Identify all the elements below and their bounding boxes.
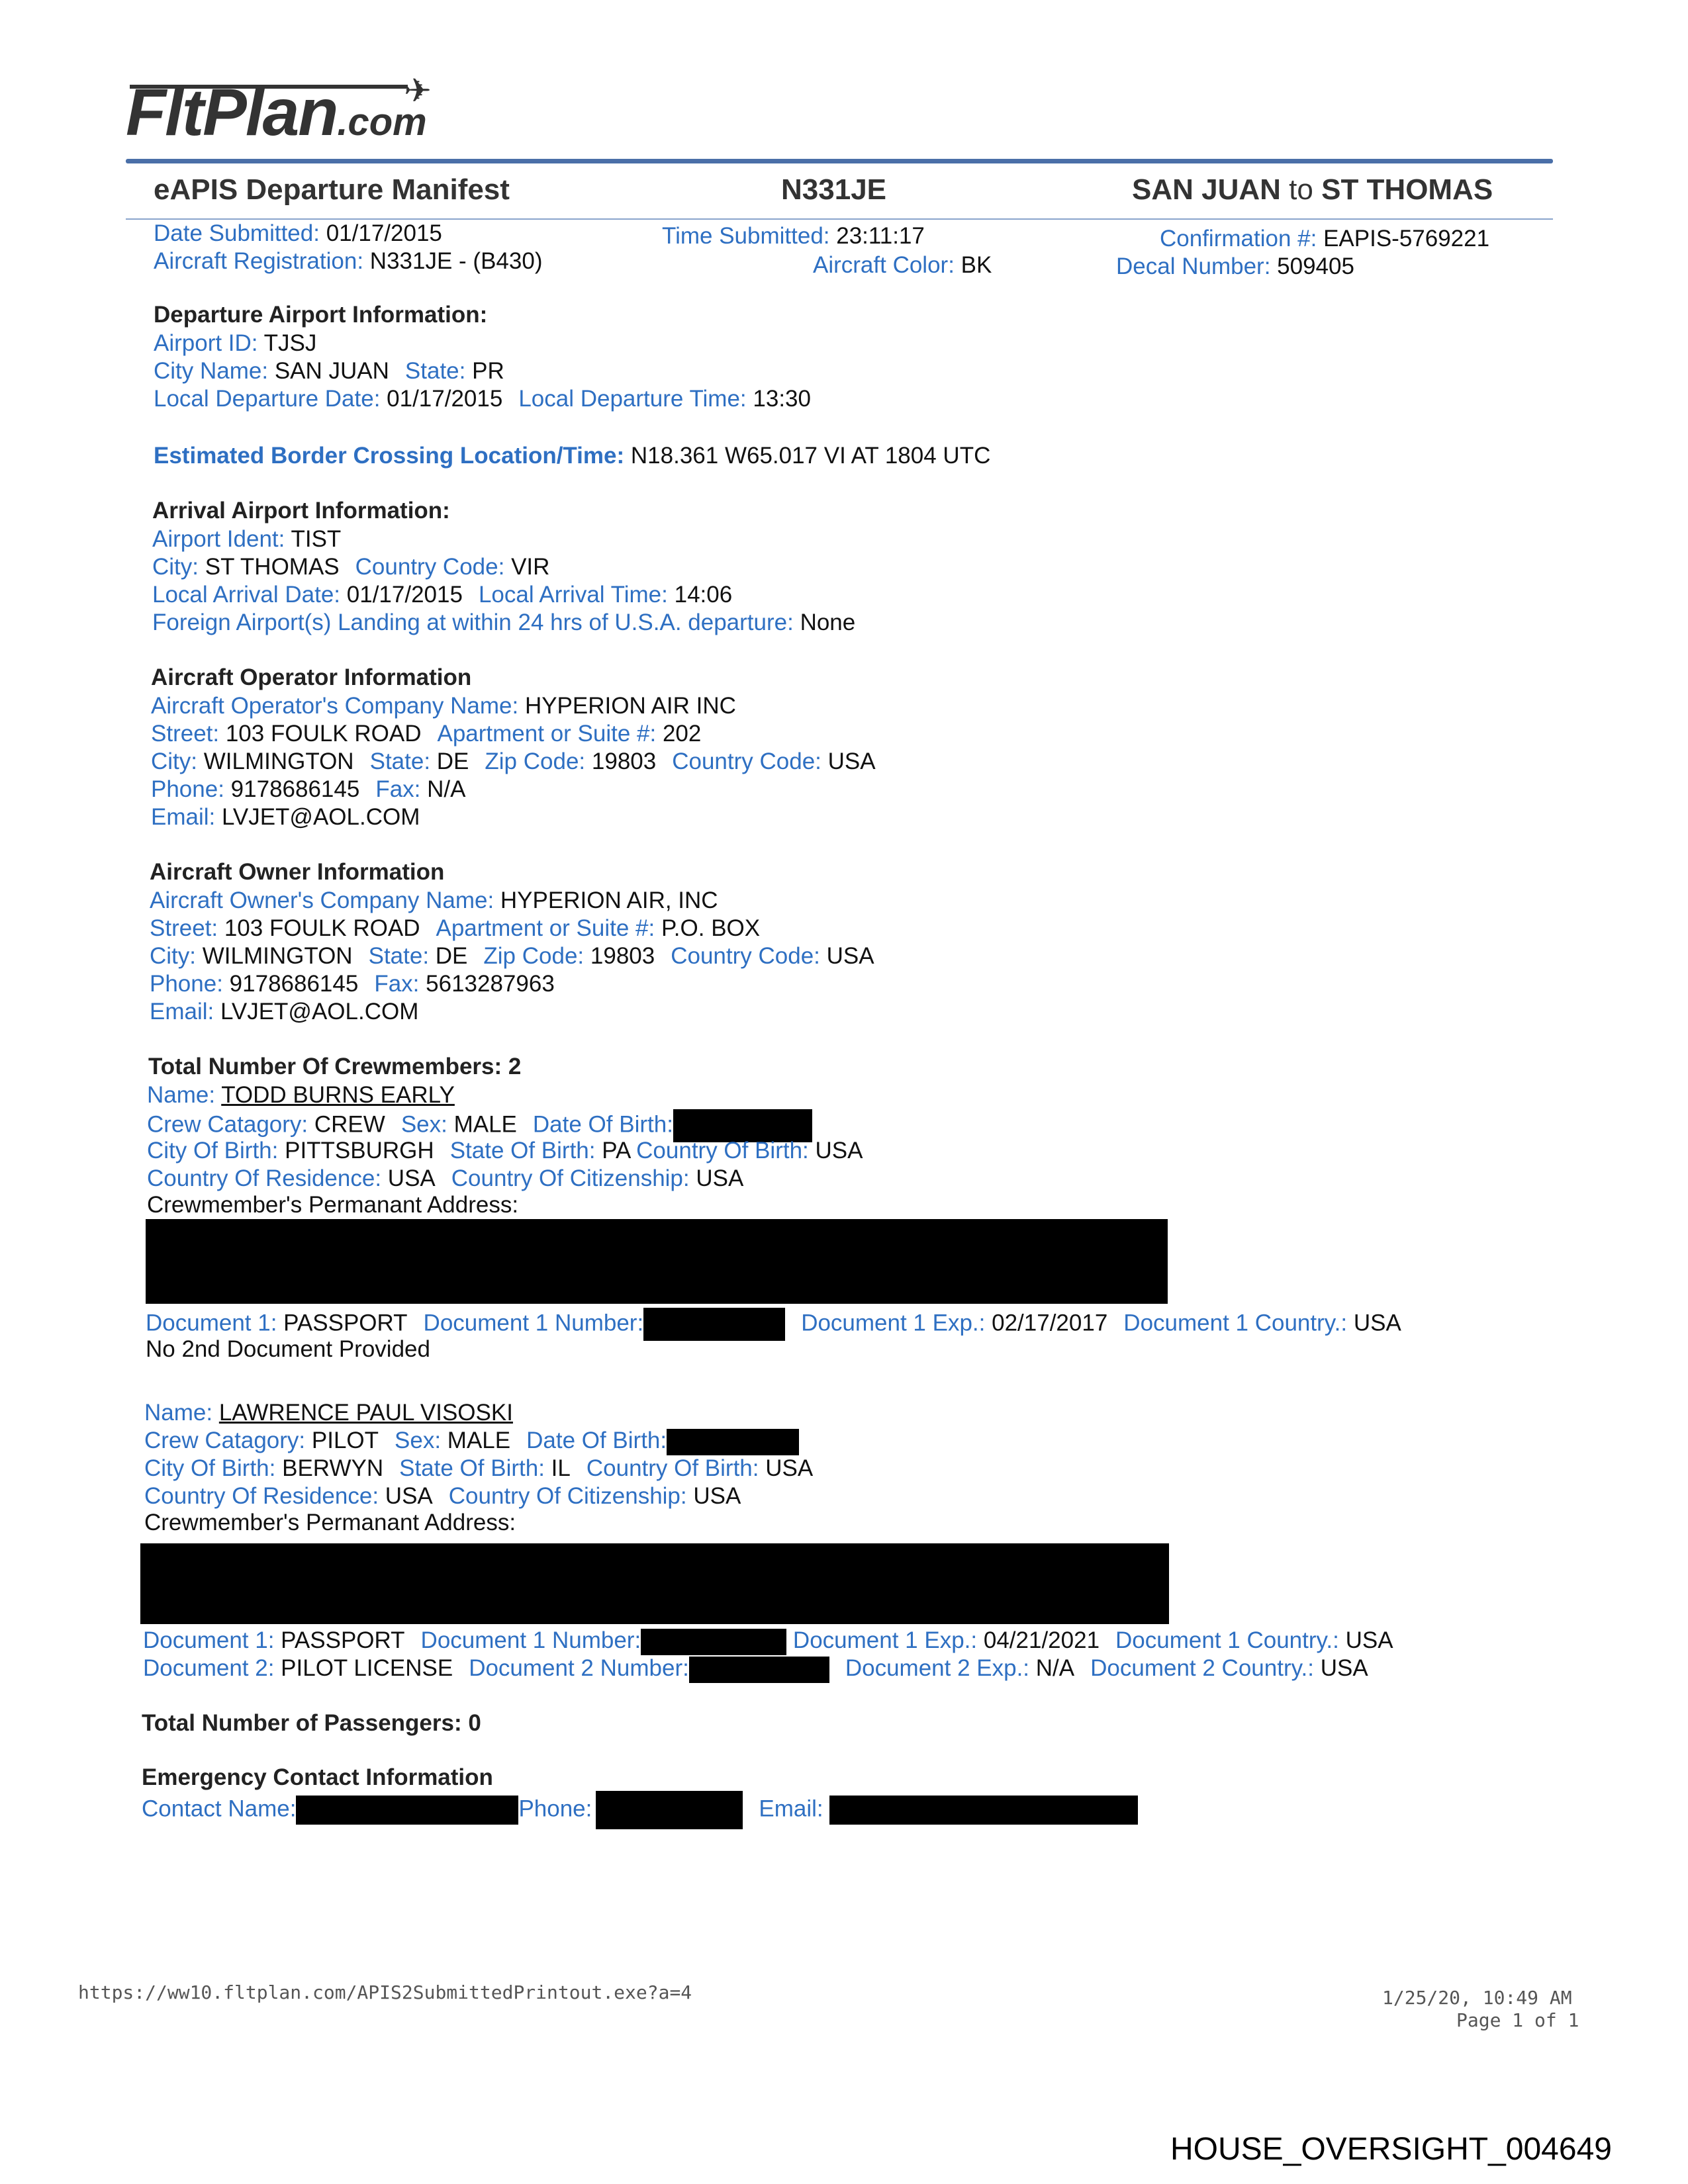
aircraft-registration: Aircraft Registration: N331JE - (B430) [154, 248, 543, 274]
arrival-heading: Arrival Airport Information: [152, 498, 450, 523]
fltplan-logo [126, 73, 444, 159]
crew1-document1-line: Document 1: PASSPORT Document 1 Number: Document 1 Exp.: 02/17/2017 Document 1 Country.: USA [146, 1308, 1401, 1341]
departure-date-time: Local Departure Date: 01/17/2015 Local Departure Time: 13:30 [154, 386, 811, 412]
operator-email: Email: LVJET@AOL.COM [151, 804, 420, 830]
aircraft-color: Aircraft Color: BK [813, 252, 992, 278]
footer-page: Page 1 of 1 [1456, 2009, 1579, 2031]
owner-phone-fax: Phone: 9178686145 Fax: 5613287963 [150, 971, 555, 997]
owner-street: Street: 103 FOULK ROAD Apartment or Suite #: P.O. BOX [150, 915, 761, 941]
operator-phone-fax: Phone: 9178686145 Fax: N/A [151, 776, 466, 802]
manifest-title: eAPIS Departure Manifest [154, 173, 510, 206]
date-submitted: Date Submitted: 01/17/2015 [154, 220, 442, 246]
bates-number: HOUSE_OVERSIGHT_004649 [1170, 2132, 1612, 2167]
crew1-birth-line: City Of Birth: PITTSBURGH State Of Birth: PA Country Of Birth: USA [147, 1138, 863, 1163]
redaction-box [829, 1796, 1138, 1825]
owner-city-line: City: WILMINGTON State: DE Zip Code: 19803 Country Code: USA [150, 943, 874, 969]
crew1-address-redaction [146, 1219, 1168, 1304]
redaction-box [689, 1657, 829, 1683]
departure-heading: Departure Airport Information: [154, 302, 488, 328]
operator-heading: Aircraft Operator Information [151, 664, 472, 690]
owner-company: Aircraft Owner's Company Name: HYPERION AIR, INC [150, 887, 718, 913]
redaction-box [667, 1429, 799, 1455]
crew1-no-doc2: No 2nd Document Provided [146, 1336, 430, 1362]
crew1-category-line: Crew Catagory: CREW Sex: MALE Date Of Birth: [147, 1109, 812, 1142]
crew-heading: Total Number Of Crewmembers: 2 [148, 1054, 522, 1079]
emergency-contact-line: Contact Name: Phone: Email: [142, 1791, 1138, 1829]
airplane-icon: ✈ [404, 72, 432, 109]
crew2-document1-line: Document 1: PASSPORT Document 1 Number: Document 1 Exp.: 04/21/2021 Document 1 Country.: USA [143, 1627, 1393, 1655]
arrival-city-country: City: ST THOMAS Country Code: VIR [152, 554, 550, 580]
crew2-residence-line: Country Of Residence: USA Country Of Citizenship: USA [144, 1483, 741, 1509]
decal-number: Decal Number: 509405 [1116, 253, 1354, 279]
passengers-heading: Total Number of Passengers: 0 [142, 1710, 481, 1736]
departure-airport: Airport ID: TJSJ [154, 330, 317, 356]
route-title: SAN JUAN to ST THOMAS [1132, 173, 1493, 206]
departure-city-state: City Name: SAN JUAN State: PR [154, 358, 504, 384]
operator-city-line: City: WILMINGTON State: DE Zip Code: 19803 Country Code: USA [151, 749, 876, 774]
time-submitted: Time Submitted: 23:11:17 [662, 223, 925, 249]
confirmation-number: Confirmation #: EAPIS-5769221 [1160, 226, 1490, 251]
redaction-box [641, 1629, 786, 1655]
crew2-category-line: Crew Catagory: PILOT Sex: MALE Date Of Birth: [144, 1427, 799, 1455]
redaction-box [643, 1308, 785, 1341]
owner-heading: Aircraft Owner Information [150, 859, 445, 885]
crew2-document2-line: Document 2: PILOT LICENSE Document 2 Number: Document 2 Exp.: N/A Document 2 Country.: USA [143, 1655, 1368, 1683]
arrival-date-time: Local Arrival Date: 01/17/2015 Local Arrival Time: 14:06 [152, 582, 733, 608]
owner-email: Email: LVJET@AOL.COM [150, 999, 419, 1024]
footer-url: https://ww10.fltplan.com/APIS2SubmittedPrintout.exe?a=4 [78, 1981, 692, 2003]
crew1-name: Name: TODD BURNS EARLY [147, 1082, 455, 1108]
crew2-name: Name: LAWRENCE PAUL VISOSKI [144, 1400, 513, 1426]
redaction-box [596, 1791, 743, 1829]
operator-company: Aircraft Operator's Company Name: HYPERION AIR INC [151, 693, 736, 719]
footer-datetime: 1/25/20, 10:49 AM [1382, 1987, 1572, 2009]
operator-street: Street: 103 FOULK ROAD Apartment or Suite #: 202 [151, 721, 702, 747]
foreign-airports: Foreign Airport(s) Landing at within 24 hrs of U.S.A. departure: None [152, 610, 856, 635]
crew2-birth-line: City Of Birth: BERWYN State Of Birth: IL Country Of Birth: USA [144, 1455, 814, 1481]
emergency-heading: Emergency Contact Information [142, 1764, 493, 1790]
tail-number: N331JE [781, 173, 887, 206]
arrival-airport: Airport Ident: TIST [152, 526, 342, 552]
crew2-address-redaction [140, 1543, 1169, 1624]
header-rule [126, 159, 1553, 163]
border-crossing: Estimated Border Crossing Location/Time: N18.361 W65.017 VI AT 1804 UTC [154, 443, 991, 469]
crew1-residence-line: Country Of Residence: USA Country Of Citizenship: USA [147, 1165, 744, 1191]
redaction-box [296, 1796, 518, 1825]
logo-text: FltPlan.com [126, 75, 427, 150]
crew2-address-label: Crewmember's Permanant Address: [144, 1510, 516, 1535]
crew1-address-label: Crewmember's Permanant Address: [147, 1192, 519, 1218]
